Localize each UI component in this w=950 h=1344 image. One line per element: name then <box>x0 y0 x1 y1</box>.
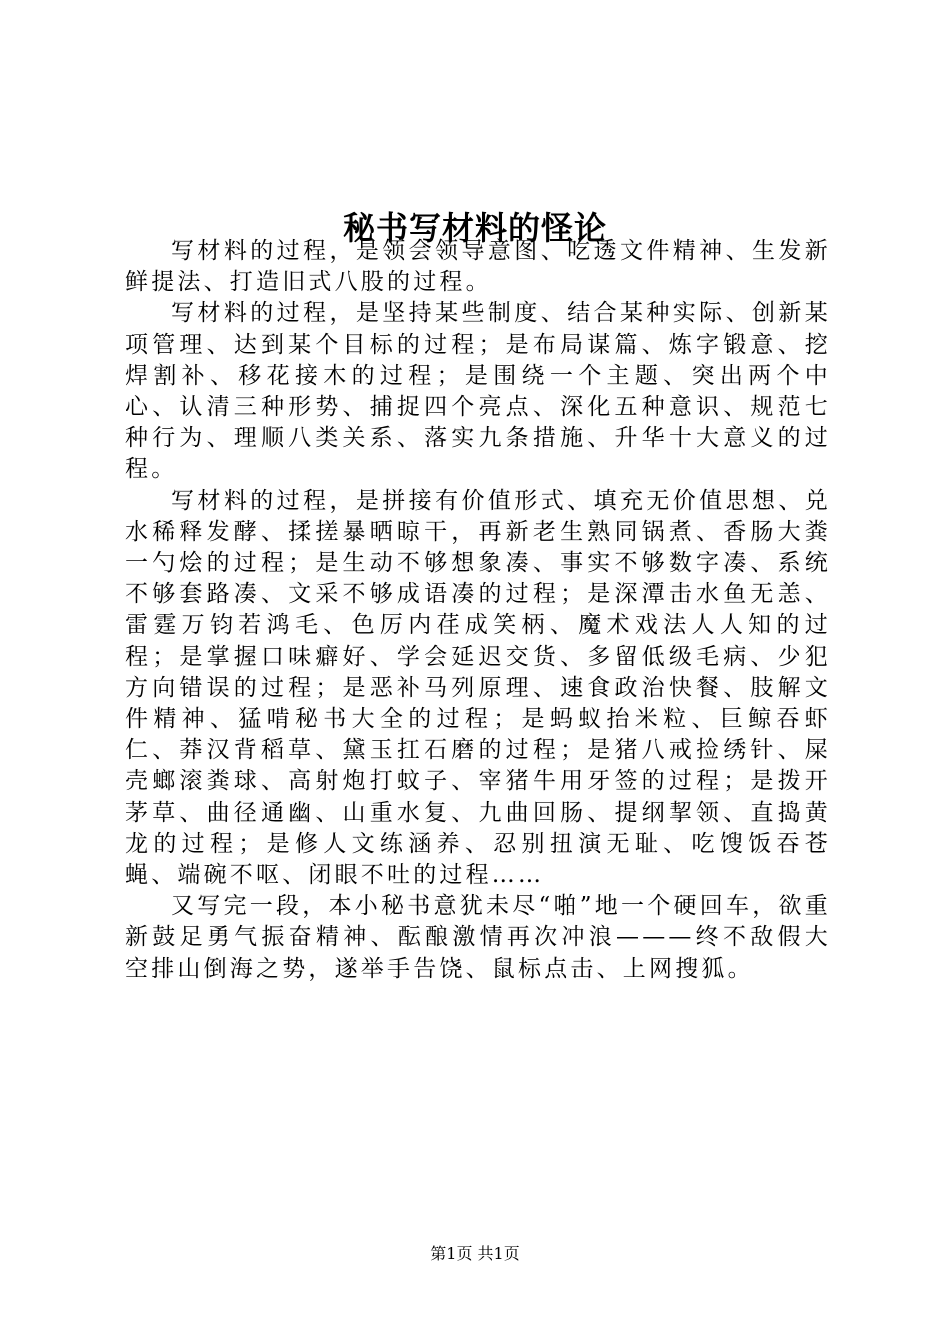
paragraph-3: 写材料的过程，是拼接有价值形式、填充无价值思想、兑水稀释发酵、揉搓暴晒晾干，再新老生熟同锅煮、香肠大粪一勺烩的过程；是生动不够想象凑、事实不够数字凑、系统不够套路凑、文采不够成语凑的过程；是深潭击水鱼无恙、雷霆万钧若鸿毛、色厉内荏成笑柄、魔术戏法人人知的过程；是掌握口味癖好、学会延迟交货、多留低级毛病、少犯方向错误的过程；是恶补马列原理、速食政治快餐、肢解文件精神、猛啃秘书大全的过程；是蚂蚁抬米粒、巨鲸吞虾仁、莽汉背稻草、黛玉扛石磨的过程；是猪八戒捡绣针、屎壳螂滚粪球、高射炮打蚊子、宰猪牛用牙签的过程；是拨开茅草、曲径通幽、山重水复、九曲回肠、提纲挈领、直捣黄龙的过程；是修人文练涵养、忍别扭演无耻、吃馊饭吞苍蝇、端碗不呕、闭眼不吐的过程…… <box>125 487 831 889</box>
document-body <box>125 236 831 985</box>
paragraph-2: 写材料的过程，是坚持某些制度、结合某种实际、创新某项管理、达到某个目标的过程；是布局谋篇、炼字锻意、挖焊割补、移花接木的过程；是围绕一个主题、突出两个中心、认清三种形势、捕捉四个亮点、深化五种意识、规范七种行为、理顺八类关系、落实九条措施、升华十大意义的过程。 <box>125 300 831 483</box>
page-footer: 第1页 共1页 <box>430 1244 520 1263</box>
document-title: 秘书写材料的怪论 <box>342 209 607 248</box>
paragraph-4: 又写完一段，本小秘书意犹未尽“啪”地一个硬回车，欲重新鼓足勇气振奋精神、酝酿激情再次冲浪———终不敌假大空排山倒海之势，遂举手告饶、鼠标点击、上网搜狐。 <box>125 893 831 982</box>
paragraph-1: 写材料的过程，是领会领导意图、吃透文件精神、生发新鲜提法、打造旧式八股的过程。 <box>125 238 831 296</box>
